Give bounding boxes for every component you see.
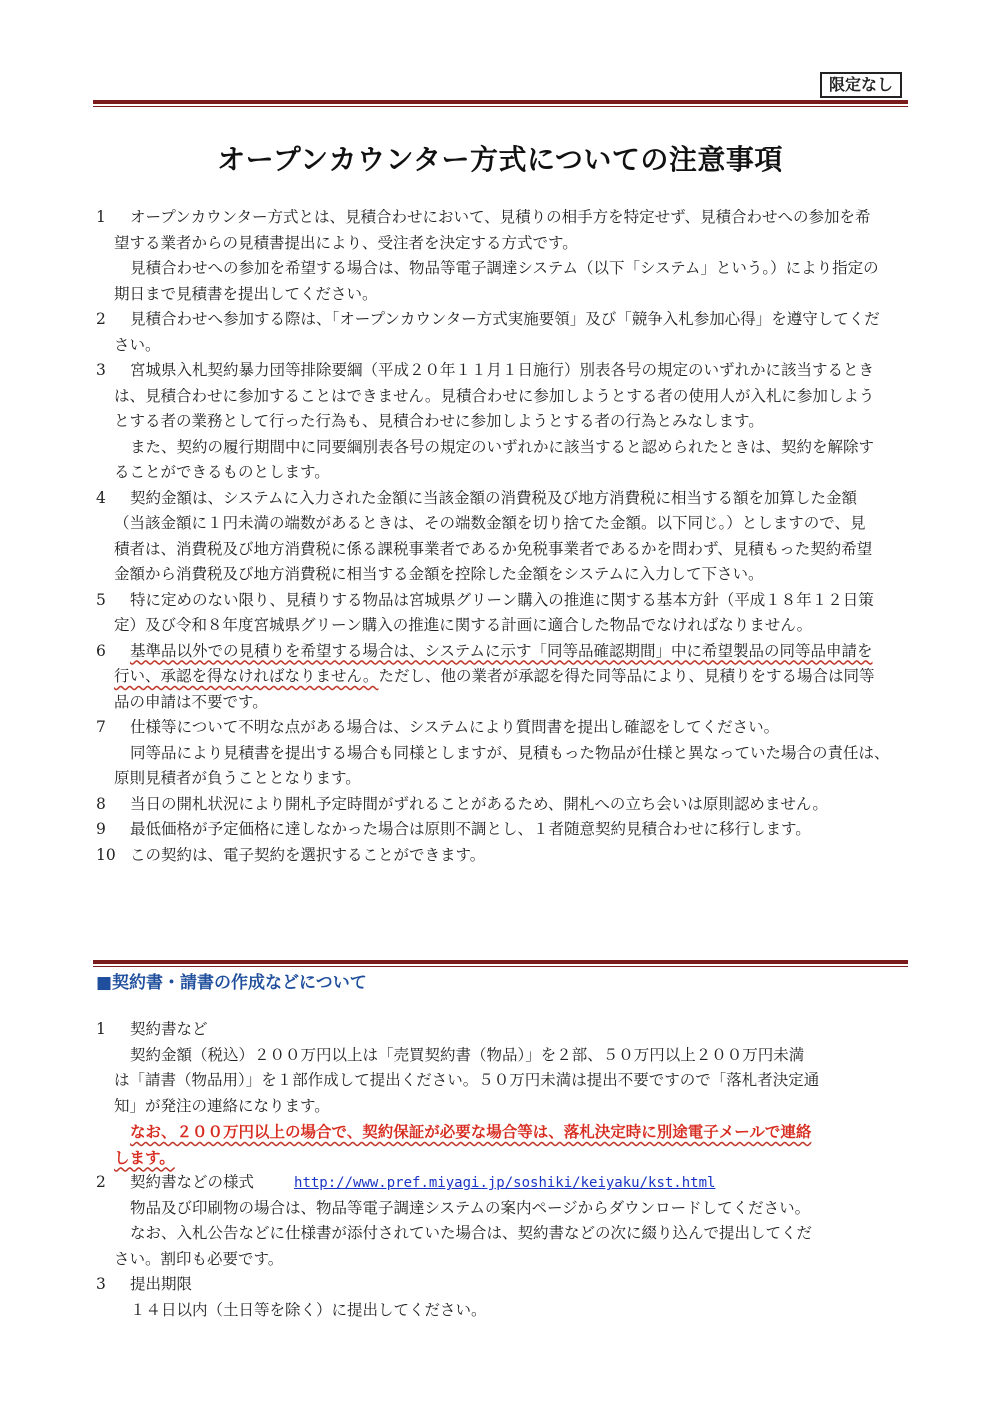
header-rule	[93, 100, 908, 107]
item-text: なお、入札公告などに仕様書が添付されていた場合は、契約書などの次に綴り込んで提出してくだ	[130, 1224, 813, 1242]
list-item	[96, 639, 908, 665]
item-text: 仕様等について不明な点がある場合は、システムにより質問書を提出し確認をしてください。	[130, 718, 780, 736]
item-text: 最低価格が予定価格に達しなかった場合は原則不調とし、１者随意契約見積合わせに移行します。	[130, 820, 811, 838]
item-number: 3	[96, 361, 106, 379]
item-number: 9	[96, 820, 106, 838]
item-number: 1	[96, 208, 106, 226]
item-number: 8	[96, 794, 106, 813]
item-text: 同等品により見積書を提出する場合も同様としますが、見積もった物品が仕様と異なっていた場合の責任は、	[130, 743, 890, 762]
item-heading: 契約書など	[130, 1020, 208, 1038]
item-number: 4	[96, 488, 106, 507]
list-item	[96, 843, 908, 869]
item-text: 宮城県入札契約暴力団等排除要綱（平成２０年１１月１日施行）別表各号の規定のいずれかに該当するとき	[130, 361, 875, 379]
item-text-underlined: 行い、承認を得なければなりません。	[114, 667, 379, 685]
item-text: 定）及び令和８年度宮城県グリーン購入の推進に関する計画に適合した物品でなければなりません。	[114, 616, 813, 634]
item-text: さい。割印も必要です。	[114, 1249, 284, 1268]
item-number: 6	[96, 641, 106, 660]
item-text: は、見積合わせに参加することはできません。見積合わせに参加しようとする者の使用人が入札に参加しよう	[114, 386, 875, 405]
section-title: ■契約書・請書の作成などについて	[96, 973, 367, 993]
list-item	[96, 792, 908, 818]
item-text	[96, 664, 908, 690]
list-item	[96, 307, 908, 333]
list-item	[96, 1170, 908, 1196]
item-text: ることができるものとします。	[114, 463, 330, 481]
item-text: １４日以内（土日等を除く）に提出してください。	[130, 1300, 487, 1319]
contract-section	[96, 1017, 908, 1323]
list-item	[96, 817, 908, 843]
item-text: 特に定めのない限り、見積りする物品は宮城県グリーン購入の推進に関する基本方針（平成１８年１２日策	[130, 590, 874, 609]
item-text: この契約は、電子契約を選択することができます。	[130, 845, 486, 864]
item-text: オープンカウンター方式とは、見積合わせにおいて、見積りの相手方を特定せず、見積合わせへの参加を希	[130, 208, 871, 226]
item-heading: 契約書などの様式	[130, 1173, 255, 1191]
item-text: 金額から消費税及び地方消費税に相当する金額を控除した金額をシステムに入力して下さい。	[114, 565, 764, 583]
item-text: 知」が発注の連絡になります。	[114, 1096, 330, 1115]
item-text: さい。	[114, 335, 161, 354]
item-text: 積者は、消費税及び地方消費税に係る課税事業者であるか免税事業者であるかを問わず、見積もった契約希望	[114, 539, 873, 558]
item-heading: 提出期限	[130, 1275, 193, 1293]
item-text: 見積合わせへ参加する際は、「オープンカウンター方式実施要領」及び「競争入札参加心得」を遵守してくだ	[130, 310, 880, 328]
item-text: （当該金額に１円未満の端数があるときは、その端数金額を切り捨てた金額。以下同じ。）としますので、見	[114, 514, 866, 532]
item-number: 2	[96, 310, 106, 328]
item-number: 10	[96, 845, 116, 864]
item-text: 期日まで見積書を提出してください。	[114, 284, 378, 303]
notice-text-continued	[96, 1145, 908, 1171]
item-text-underlined: 基準品以外での見積りを希望する場合は、システムに示す「同等品確認期間」中に希望製品の同等品申請を	[130, 641, 873, 660]
item-text: 望する業者からの見積書提出により、受注者を決定する方式です。	[114, 233, 578, 252]
notice-text: します。	[114, 1147, 175, 1167]
item-number: 2	[96, 1173, 106, 1191]
restriction-badge: 限定なし	[820, 72, 902, 98]
forms-link[interactable]: http://www.pref.miyagi.jp/soshiki/keiyaku/kst.html	[294, 1175, 716, 1191]
item-number: 7	[96, 718, 106, 736]
item-text: また、契約の履行期間中に同要綱別表各号の規定のいずれかに該当すると認められたときは、契約を解除す	[130, 437, 875, 456]
item-number: 3	[96, 1275, 106, 1293]
list-item	[96, 588, 908, 614]
list-item	[96, 358, 908, 384]
item-text: 物品及び印刷物の場合は、物品等電子調達システムの案内ページからダウンロードしてください。	[130, 1198, 811, 1217]
list-item	[96, 1017, 908, 1043]
item-text: 契約金額は、システムに入力された金額に当該金額の消費税及び地方消費税に相当する額を加算した金額	[130, 488, 857, 507]
item-text: は「請書（物品用）」を１部作成して提出ください。５０万円未満は提出不要ですので「落札者決定通	[114, 1071, 820, 1089]
item-text: 見積合わせへの参加を希望する場合は、物品等電子調達システム（以下「システム」という。）により指定の	[130, 259, 879, 277]
item-text: とする者の業務として行った行為も、見積合わせに参加しようとする者の行為とみなします。	[114, 412, 764, 430]
list-item	[96, 205, 908, 231]
item-text: 品の申請は不要です。	[114, 692, 268, 711]
notes-list	[96, 205, 908, 868]
section-rule	[93, 960, 908, 967]
item-text: 原則見積者が負うこととなります。	[114, 769, 361, 787]
notice-text: なお、２００万円以上の場合で、契約保証が必要な場合等は、落札決定時に別途電子メールで連絡	[130, 1122, 812, 1141]
item-number: 5	[96, 590, 106, 609]
page-title: オープンカウンター方式についての注意事項	[217, 143, 783, 176]
item-text: ただし、他の業者が承認を得た同等品により、見積りをする場合は同等	[378, 667, 875, 685]
item-text: 契約金額（税込）２００万円以上は「売買契約書（物品）」を２部、５０万円以上２００万円未満	[130, 1045, 805, 1064]
list-item	[96, 715, 908, 741]
item-number: 1	[96, 1020, 106, 1038]
list-item	[96, 1272, 908, 1298]
list-item	[96, 486, 908, 512]
item-text: 当日の開札状況により開札予定時間がずれることがあるため、開札への立ち会いは原則認めません。	[130, 794, 828, 813]
